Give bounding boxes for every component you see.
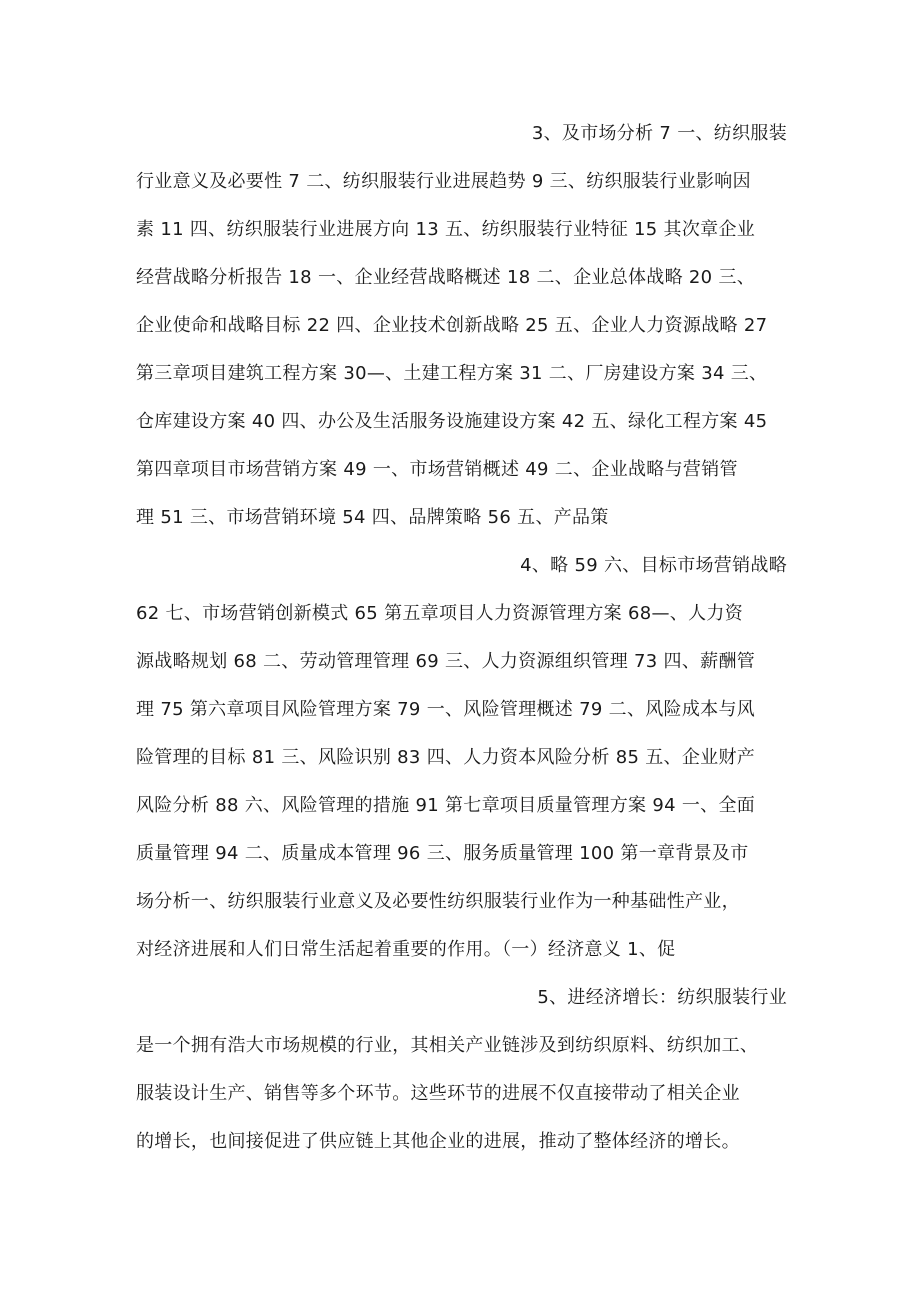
text-line: 4、略 59 六、目标市场营销战略	[520, 555, 787, 576]
text-line: 服装设计生产、销售等多个环节。这些环节的进展不仅直接带动了相关企业	[136, 1083, 740, 1104]
text-line: 行业意义及必要性 7 二、纺织服装行业进展趋势 9 三、纺织服装行业影响因	[136, 171, 751, 192]
text-line: 5、进经济增长：纺织服装行业	[537, 987, 787, 1008]
text-line: 素 11 四、纺织服装行业进展方向 13 五、纺织服装行业特征 15 其次章企业	[136, 219, 756, 240]
text-line: 理 75 第六章项目风险管理方案 79 一、风险管理概述 79 二、风险成本与风	[136, 699, 756, 720]
text-line: 第三章项目建筑工程方案 30—、土建工程方案 31 二、厂房建设方案 34 三、	[136, 363, 768, 384]
text-line: 3、及市场分析 7 一、纺织服装	[531, 123, 787, 144]
text-line: 是一个拥有浩大市场规模的行业，其相关产业链涉及到纺织原料、纺织加工、	[136, 1035, 759, 1056]
text-line: 对经济进展和人们日常生活起着重要的作用。（一）经济意义 1、促	[136, 939, 676, 960]
text-line: 险管理的目标 81 三、风险识别 83 四、人力资本风险分析 85 五、企业财产	[136, 747, 756, 768]
text-line: 第四章项目市场营销方案 49 一、市场营销概述 49 二、企业战略与营销管	[136, 459, 738, 480]
text-line: 场分析一、纺织服装行业意义及必要性纺织服装行业作为一种基础性产业，	[136, 891, 740, 912]
text-line: 的增长，也间接促进了供应链上其他企业的进展，推动了整体经济的增长。	[136, 1131, 740, 1152]
text-line: 仓库建设方案 40 四、办公及生活服务设施建设方案 42 五、绿化工程方案 45	[136, 411, 768, 432]
text-line: 企业使命和战略目标 22 四、企业技术创新战略 25 五、企业人力资源战略 27	[136, 315, 768, 336]
text-line: 风险分析 88 六、风险管理的措施 91 第七章项目质量管理方案 94 一、全面	[136, 795, 756, 816]
text-line: 理 51 三、市场营销环境 54 四、品牌策略 56 五、产品策	[136, 507, 609, 528]
text-line: 62 七、市场营销创新模式 65 第五章项目人力资源管理方案 68—、人力资	[136, 603, 743, 624]
text-line: 源战略规划 68 二、劳动管理管理 69 三、人力资源组织管理 73 四、薪酬管	[136, 651, 756, 672]
text-line: 质量管理 94 二、质量成本管理 96 三、服务质量管理 100 第一章背景及市	[136, 843, 749, 864]
text-line: 经营战略分析报告 18 一、企业经营战略概述 18 二、企业总体战略 20 三、	[136, 267, 756, 288]
